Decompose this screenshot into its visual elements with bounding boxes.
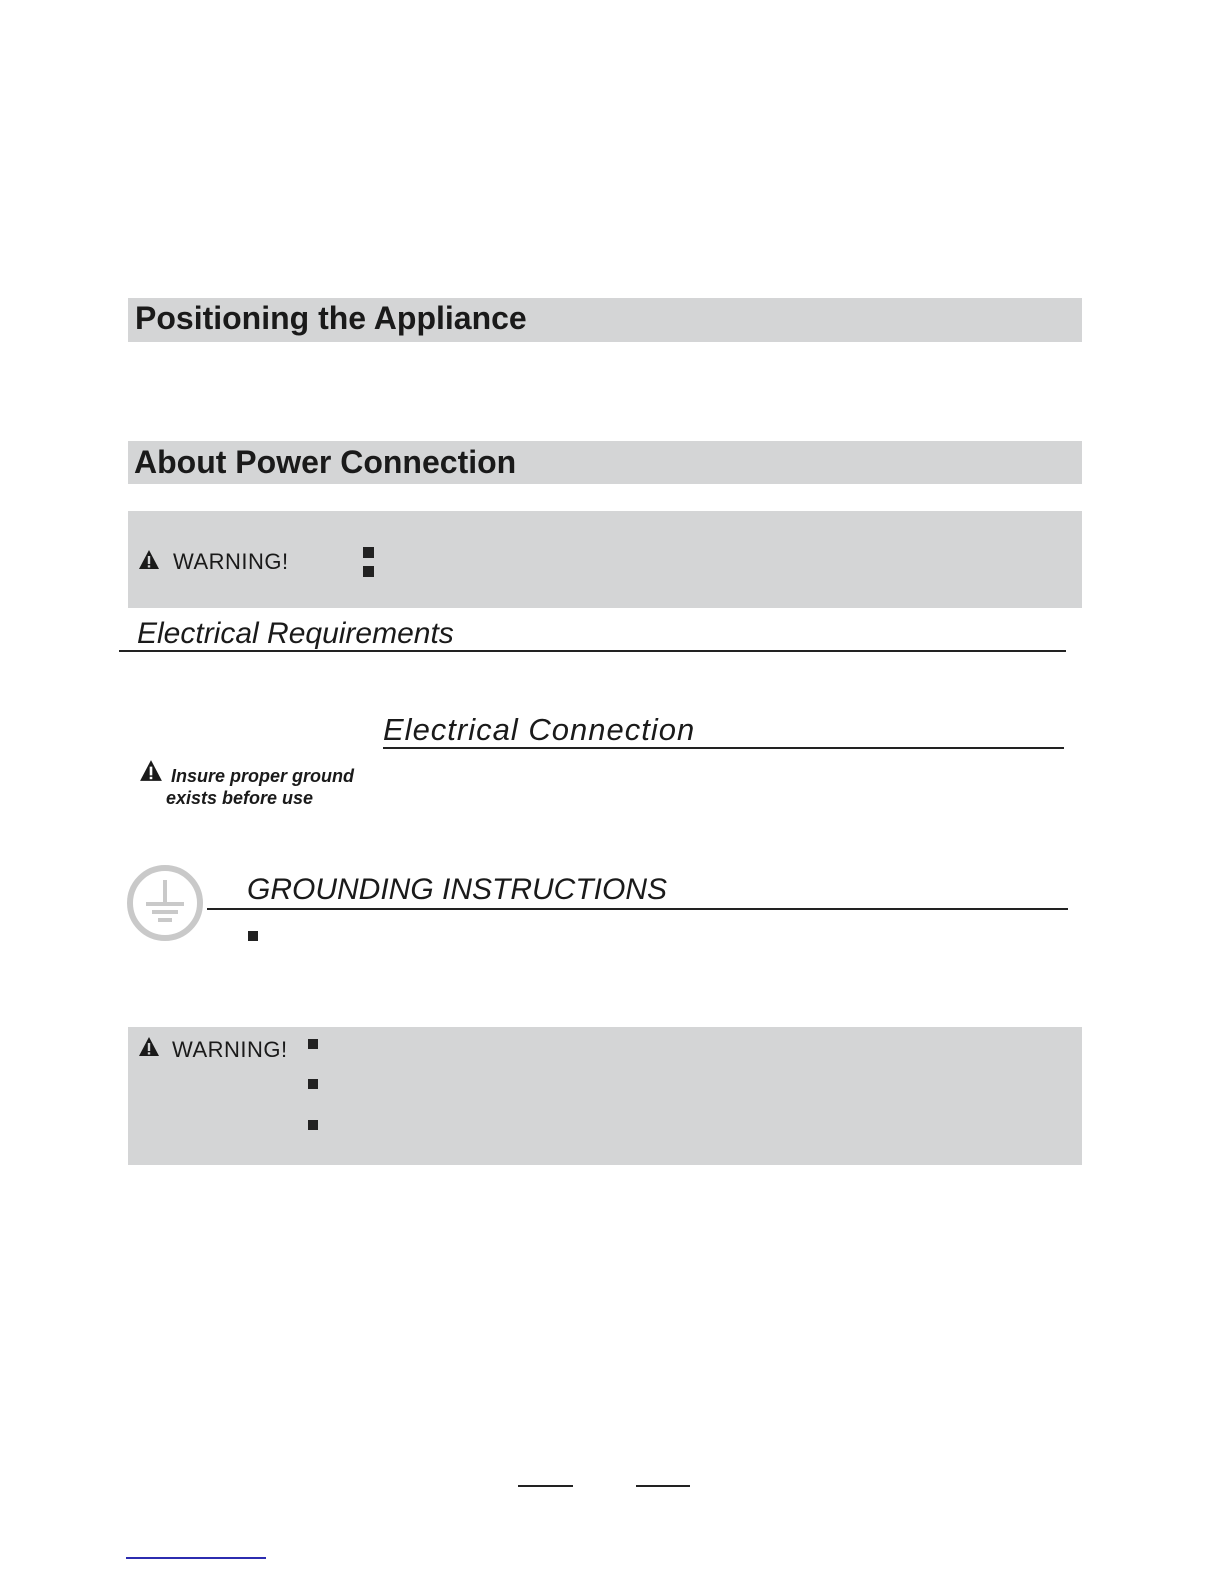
square-bullet-icon	[308, 1120, 318, 1130]
ground-note-line-2: exists before use	[166, 788, 314, 808]
square-bullet-icon	[363, 566, 374, 577]
grounding-instructions-heading: GROUNDING INSTRUCTIONS	[247, 873, 667, 906]
warning-box-2	[128, 1027, 1082, 1165]
electrical-requirements-heading: Electrical Requirements	[137, 617, 454, 650]
ground-note-line-1: Insure proper ground	[171, 766, 355, 786]
warning-label-2: WARNING!	[172, 1037, 288, 1062]
power-heading-band	[128, 441, 1082, 484]
positioning-heading-band	[128, 298, 1082, 342]
grounding-instructions-rule	[207, 908, 1068, 910]
electrical-connection-heading: Electrical Connection	[383, 712, 696, 747]
footer-underline-left	[518, 1485, 573, 1487]
footer-underline-right	[636, 1485, 690, 1487]
warning-triangle-icon	[139, 759, 163, 783]
warning-label-1: WARNING!	[173, 549, 289, 574]
square-bullet-icon	[363, 547, 374, 558]
electrical-connection-rule	[383, 747, 1064, 749]
ground-symbol-icon	[126, 864, 204, 942]
warning-box-1	[128, 511, 1082, 608]
square-bullet-icon	[308, 1039, 318, 1049]
warning-triangle-icon	[138, 1036, 160, 1058]
positioning-heading: Positioning the Appliance	[135, 300, 527, 336]
electrical-requirements-rule	[119, 650, 1066, 652]
square-bullet-icon	[248, 931, 258, 941]
square-bullet-icon	[308, 1079, 318, 1089]
warning-triangle-icon	[138, 549, 160, 571]
footer-link-underline	[126, 1557, 266, 1559]
power-heading: About Power Connection	[134, 444, 517, 480]
